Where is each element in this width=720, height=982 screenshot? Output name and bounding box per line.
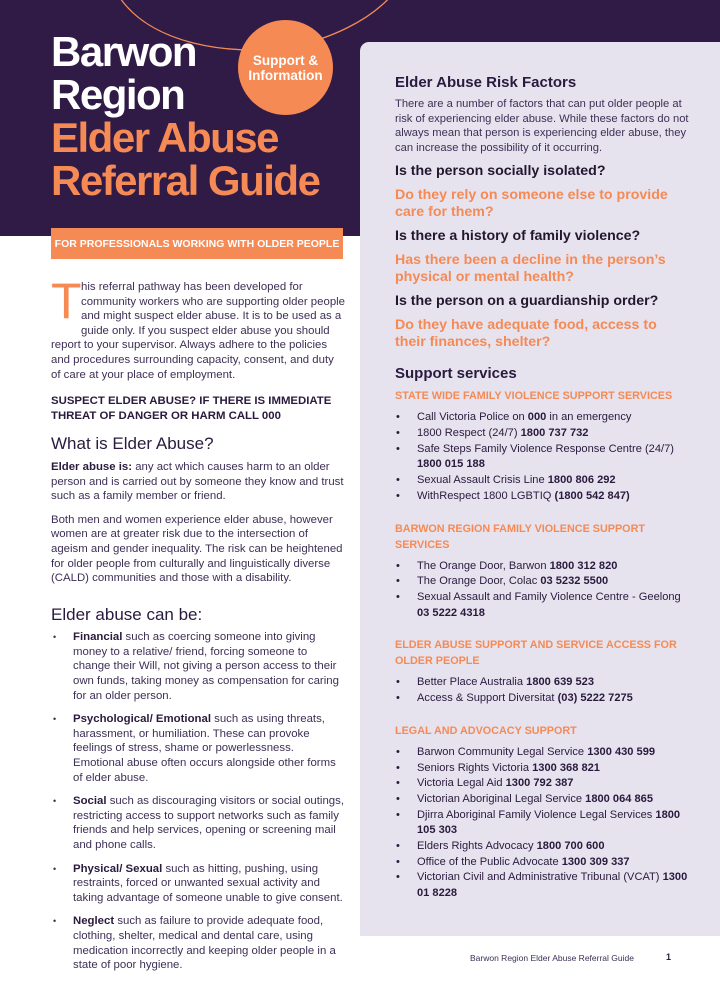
phone-number[interactable]: 1800 064 865: [585, 792, 654, 805]
support-services-heading: Support services: [395, 365, 517, 383]
emergency-warning: SUSPECT ELDER ABUSE? IF THERE IS IMMEDIATE THREAT OF DANGER OR HARM CALL 000: [51, 395, 332, 422]
type-text: such as using threats, harassment, or humiliation. These can provoke feelings of stress, shame or powerlessness. Emotional abuse often occurs alongside other forms of elder abuse.: [73, 713, 336, 784]
type-label: Physical/ Sexual: [73, 862, 163, 875]
list-item: [395, 761, 690, 777]
service-name: The Orange Door, Barwon: [417, 559, 550, 572]
list-item: [395, 792, 690, 808]
service-name: Victorian Aboriginal Legal Service: [417, 792, 586, 805]
phone-number[interactable]: 1300 01 8228: [417, 871, 688, 900]
service-name: Djirra Aboriginal Family Violence Legal Services: [417, 808, 656, 821]
title-line: Barwon: [51, 28, 197, 75]
service-group-title: ELDER ABUSE SUPPORT AND SERVICE ACCESS FOR OLDER PEOPLE: [395, 639, 677, 668]
list-item: [395, 675, 690, 691]
service-list: [395, 410, 690, 504]
service-name: Victorian Civil and Administrative Tribunal (VCAT): [417, 871, 663, 884]
support-information-badge: [238, 20, 333, 115]
service-name: Elders Rights Advocacy: [417, 840, 537, 853]
phone-number[interactable]: (1800 542 847): [554, 489, 630, 502]
intro-paragraph: [51, 273, 346, 382]
list-item: [51, 712, 346, 785]
phone-number[interactable]: 1800 639 523: [526, 676, 595, 689]
service-name: Barwon Community Legal Service: [417, 745, 588, 758]
list-item: [395, 426, 690, 442]
service-list: [395, 675, 690, 706]
phone-number[interactable]: 03 5232 5500: [540, 575, 609, 588]
risk-factors-heading: Elder Abuse Risk Factors: [395, 74, 577, 91]
list-item: [395, 473, 690, 489]
types-heading: Elder abuse can be:: [51, 604, 203, 624]
list-item: [395, 839, 690, 855]
list-item: [395, 691, 690, 707]
service-name: Seniors Rights Victoria: [417, 761, 533, 774]
definition-paragraph: [51, 460, 346, 504]
type-label: Psychological/ Emotional: [73, 713, 211, 726]
audience-banner: FOR PROFESSIONALS WORKING WITH OLDER PEOPLE: [51, 228, 343, 259]
risk-support-panel: [360, 42, 720, 936]
drop-cap: T: [51, 273, 82, 329]
list-item: [395, 410, 690, 426]
service-name: Sexual Assault Crisis Line: [417, 474, 548, 487]
service-group-title: STATE WIDE FAMILY VIOLENCE SUPPORT SERVICES: [395, 390, 673, 403]
type-text: such as discouraging visitors or social outings, restricting access to support networks such as family friends and help services, opening or screening mail and phone calls.: [73, 795, 344, 851]
phone-number[interactable]: 1800 105 303: [417, 808, 681, 837]
definition-text: any act which causes harm to an older person and is carried out by someone they know and trust such as a family member or friend.: [51, 460, 344, 503]
intro-text: his referral pathway has been developed for community workers who are supporting older people and might suspect elder abuse. It is to be used as a guide only. If you suspect elder abuse you should report to your supervisor. Always adhere to the policies and procedures surrounding capacity, consent, and duty of care at your place of employment.: [51, 281, 346, 381]
type-label: Social: [73, 795, 107, 808]
title-line: Region: [51, 71, 185, 118]
risk-question: Has there been a decline in the person’s physical or mental health?: [395, 252, 666, 286]
risk-question: Do they have adequate food, access to their finances, shelter?: [395, 317, 657, 351]
phone-number[interactable]: 1800 312 820: [549, 559, 618, 572]
page-number: 1: [666, 952, 672, 962]
left-column: [51, 273, 346, 982]
risk-question: Do they rely on someone else to provide care for them?: [395, 187, 668, 221]
service-name: Call Victoria Police on: [417, 411, 528, 424]
list-item: [51, 914, 346, 972]
type-label: Neglect: [73, 915, 115, 928]
type-label: Financial: [73, 631, 123, 644]
phone-number[interactable]: 1800 700 600: [536, 840, 605, 853]
risk-question: Is there a history of family violence?: [395, 228, 641, 245]
phone-number[interactable]: 000: [527, 411, 547, 424]
phone-number[interactable]: 1300 309 337: [561, 855, 630, 868]
service-group-title: BARWON REGION FAMILY VIOLENCE SUPPORT SERVICES: [395, 522, 645, 551]
service-name: Access & Support Diversitat: [417, 692, 558, 705]
abuse-types-list: [51, 630, 346, 972]
badge-line: Information: [248, 67, 323, 83]
list-item: [395, 855, 690, 871]
service-name: The Orange Door, Colac: [417, 575, 541, 588]
list-item: [395, 870, 690, 901]
list-item: [395, 808, 690, 839]
risk-paragraph: Both men and women experience elder abuse, however women are at greater risk due to the intersection of ageism and gender inequality. The risk can be heightened for older people from culturally and linguistically diverse (CALD) communities and those with a disability.: [51, 513, 343, 585]
phone-number[interactable]: 1800 806 292: [547, 474, 616, 487]
list-item: [395, 442, 690, 473]
phone-number[interactable]: 1300 430 599: [587, 745, 656, 758]
service-name: 1800 Respect (24/7): [417, 427, 521, 440]
phone-number[interactable]: 1300 792 387: [505, 777, 574, 790]
phone-number[interactable]: (03) 5222 7275: [557, 692, 633, 705]
list-item: [51, 630, 346, 703]
service-name: Better Place Australia: [417, 676, 527, 689]
type-text: such as hitting, pushing, using restraints, forced or unwanted sexual activity and taking advantage of someone unable to give consent.: [73, 862, 343, 904]
list-item: [395, 574, 690, 590]
service-name: Safe Steps Family Violence Response Centre (24/7): [417, 442, 674, 455]
service-suffix: in an emergency: [546, 411, 632, 424]
definition-label: Elder abuse is:: [51, 460, 133, 473]
list-item: [51, 794, 346, 852]
footer-title: Barwon Region Elder Abuse Referral Guide: [470, 953, 634, 963]
list-item: [51, 862, 346, 906]
service-name: Sexual Assault and Family Violence Centre - Geelong: [417, 591, 681, 603]
risk-question: Is the person socially isolated?: [395, 163, 606, 180]
risk-factors-intro: There are a number of factors that can put older people at risk of experiencing elder abuse. While these factors do not always mean that person is experiencing elder abuse, they can increase the possibility of it occurring.: [395, 98, 689, 154]
service-group-title: LEGAL AND ADVOCACY SUPPORT: [395, 724, 577, 737]
service-list: [395, 559, 690, 622]
type-text: such as failure to provide adequate food, clothing, shelter, medical and dental care, using medication incorrectly and keeping older people in a state of poor hygiene.: [73, 915, 336, 972]
phone-number[interactable]: 03 5222 4318: [417, 606, 485, 619]
title-line: Elder Abuse: [51, 114, 279, 161]
badge-line: Support &: [252, 52, 319, 68]
list-item: [395, 745, 690, 761]
service-list: [395, 745, 690, 902]
list-item: [395, 489, 690, 505]
service-name: WithRespect 1800 LGBTIQ: [417, 489, 555, 502]
what-is-heading: What is Elder Abuse?: [51, 434, 214, 454]
list-item: [395, 776, 690, 792]
service-name: Office of the Public Advocate: [417, 855, 562, 868]
service-name: Victoria Legal Aid: [417, 777, 506, 790]
phone-number[interactable]: 1300 368 821: [532, 761, 600, 774]
list-item: [395, 590, 690, 621]
list-item: [395, 559, 690, 575]
phone-number[interactable]: 1800 015 188: [417, 458, 485, 471]
title-line: Referral Guide: [51, 157, 320, 204]
phone-number[interactable]: 1800 737 732: [520, 427, 589, 440]
type-text: such as coercing someone into giving money to a relative/ friend, forcing someone to change their Will, not giving a person access to their own funds, taking money as compensation for caring for an older person.: [73, 631, 339, 702]
risk-question: Is the person on a guardianship order?: [395, 293, 659, 310]
